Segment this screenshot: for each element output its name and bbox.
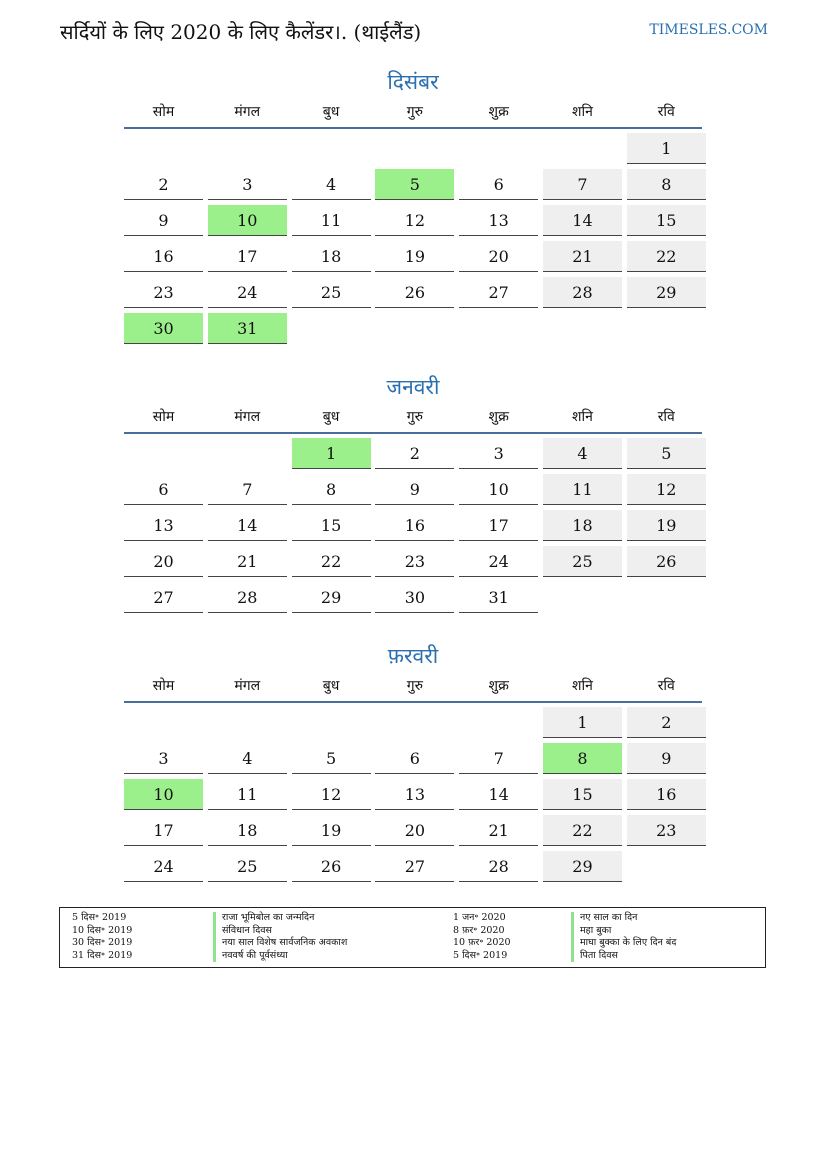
- day-cell[interactable]: 5: [292, 743, 371, 774]
- legend-date: 1 जन॰ 2020: [453, 912, 506, 923]
- day-cell[interactable]: 3: [208, 169, 287, 200]
- holiday-day-cell[interactable]: 30: [124, 313, 203, 344]
- day-cell[interactable]: 22: [543, 815, 622, 846]
- weekday-label: शुक्र: [488, 409, 509, 425]
- holiday-legend: [59, 907, 766, 968]
- empty-cell: [375, 707, 454, 738]
- weekday-label: शुक्र: [488, 104, 509, 120]
- month-name: जनवरी: [386, 375, 440, 399]
- day-cell[interactable]: 23: [375, 546, 454, 577]
- day-cell[interactable]: 26: [375, 277, 454, 308]
- weekday-header: [124, 402, 702, 434]
- legend-holiday-name: पिता दिवस: [571, 950, 676, 963]
- day-cell[interactable]: 28: [459, 851, 538, 882]
- day-cell[interactable]: 8: [627, 169, 706, 200]
- day-cell[interactable]: 9: [124, 205, 203, 236]
- holiday-day-cell[interactable]: 31: [208, 313, 287, 344]
- weekday-label: शुक्र: [488, 678, 509, 694]
- empty-cell: [124, 438, 203, 469]
- day-grid: [124, 707, 702, 882]
- day-cell[interactable]: 11: [208, 779, 287, 810]
- weekday-label: बुध: [322, 104, 340, 120]
- day-cell[interactable]: 7: [208, 474, 287, 505]
- day-cell[interactable]: 22: [627, 241, 706, 272]
- day-cell[interactable]: 22: [292, 546, 371, 577]
- day-cell[interactable]: 29: [292, 582, 371, 613]
- day-cell[interactable]: 20: [459, 241, 538, 272]
- day-cell[interactable]: 11: [292, 205, 371, 236]
- empty-cell: [208, 438, 287, 469]
- day-cell[interactable]: 3: [124, 743, 203, 774]
- day-cell[interactable]: 31: [459, 582, 538, 613]
- day-cell[interactable]: 20: [124, 546, 203, 577]
- day-cell[interactable]: 4: [292, 169, 371, 200]
- day-cell[interactable]: 8: [292, 474, 371, 505]
- day-cell[interactable]: 7: [543, 169, 622, 200]
- empty-cell: [124, 133, 203, 164]
- weekday-header: [124, 671, 702, 703]
- day-cell[interactable]: 11: [543, 474, 622, 505]
- day-cell[interactable]: 21: [543, 241, 622, 272]
- day-cell[interactable]: 15: [627, 205, 706, 236]
- day-grid: [124, 438, 702, 613]
- day-cell[interactable]: 18: [292, 241, 371, 272]
- day-cell[interactable]: 25: [208, 851, 287, 882]
- day-cell[interactable]: 6: [459, 169, 538, 200]
- month-name: फ़रवरी: [387, 644, 439, 668]
- day-cell[interactable]: 6: [375, 743, 454, 774]
- day-cell[interactable]: 30: [375, 582, 454, 613]
- legend-holiday-name: महा बुका: [571, 925, 676, 938]
- holiday-day-cell[interactable]: 10: [208, 205, 287, 236]
- day-cell[interactable]: 18: [543, 510, 622, 541]
- day-cell[interactable]: 14: [543, 205, 622, 236]
- legend-date: 31 दिस॰ 2019: [72, 949, 133, 961]
- weekday-label: गुरु: [406, 678, 424, 694]
- day-cell[interactable]: 27: [124, 582, 203, 613]
- day-cell[interactable]: 4: [208, 743, 287, 774]
- day-cell[interactable]: 24: [124, 851, 203, 882]
- day-cell[interactable]: 12: [292, 779, 371, 810]
- day-cell[interactable]: 7: [459, 743, 538, 774]
- holiday-day-cell[interactable]: 8: [543, 743, 622, 774]
- month-december: [124, 67, 702, 344]
- day-cell[interactable]: 19: [627, 510, 706, 541]
- weekday-label: मंगल: [234, 104, 261, 120]
- day-cell[interactable]: 25: [292, 277, 371, 308]
- day-cell[interactable]: 17: [124, 815, 203, 846]
- day-cell[interactable]: 12: [627, 474, 706, 505]
- day-cell[interactable]: 28: [543, 277, 622, 308]
- day-cell[interactable]: 24: [208, 277, 287, 308]
- weekday-header: [124, 97, 702, 129]
- weekday-label: रवि: [657, 104, 675, 120]
- weekday-label: रवि: [657, 409, 675, 425]
- day-cell[interactable]: 2: [124, 169, 203, 200]
- weekday-label: सोम: [152, 104, 175, 120]
- day-cell[interactable]: 13: [375, 779, 454, 810]
- day-cell[interactable]: 27: [459, 277, 538, 308]
- legend-left-names: [213, 912, 347, 962]
- legend-date: 30 दिस॰ 2019: [72, 937, 133, 948]
- legend-left-dates: [72, 912, 132, 962]
- day-cell[interactable]: 5: [627, 438, 706, 469]
- empty-cell: [375, 133, 454, 164]
- day-cell[interactable]: 23: [627, 815, 706, 846]
- day-grid: [124, 133, 702, 344]
- empty-cell: [459, 707, 538, 738]
- day-cell[interactable]: 16: [124, 241, 203, 272]
- legend-right-dates: [453, 912, 511, 962]
- day-cell[interactable]: 15: [543, 779, 622, 810]
- month-february: [124, 641, 702, 882]
- day-cell[interactable]: 21: [459, 815, 538, 846]
- legend-date: 8 फ़र॰ 2020: [453, 924, 505, 936]
- page-title: सर्दियों के लिए 2020 के लिए कैलेंडर।. (थाईलैंड): [60, 20, 422, 44]
- weekday-label: रवि: [657, 678, 675, 694]
- empty-cell: [124, 707, 203, 738]
- day-cell[interactable]: 16: [627, 779, 706, 810]
- day-cell[interactable]: 24: [459, 546, 538, 577]
- day-cell[interactable]: 3: [459, 438, 538, 469]
- month-january: [124, 372, 702, 613]
- day-cell[interactable]: 9: [627, 743, 706, 774]
- day-cell[interactable]: 1: [543, 707, 622, 738]
- day-cell[interactable]: 10: [459, 474, 538, 505]
- day-cell[interactable]: 15: [292, 510, 371, 541]
- site-name[interactable]: TIMESLES.COM: [649, 22, 768, 38]
- day-cell[interactable]: 13: [459, 205, 538, 236]
- day-cell[interactable]: 16: [375, 510, 454, 541]
- holiday-day-cell[interactable]: 1: [292, 438, 371, 469]
- empty-cell: [543, 133, 622, 164]
- legend-date: 10 दिस॰ 2019: [72, 924, 133, 936]
- day-cell[interactable]: 19: [292, 815, 371, 846]
- day-cell[interactable]: 9: [375, 474, 454, 505]
- legend-holiday-name: माघा बुक्का के लिए दिन बंद: [571, 937, 676, 950]
- empty-cell: [208, 133, 287, 164]
- day-cell[interactable]: 28: [208, 582, 287, 613]
- legend-holiday-name: नववर्ष की पूर्वसंध्या: [213, 950, 347, 963]
- day-cell[interactable]: 12: [375, 205, 454, 236]
- empty-cell: [292, 707, 371, 738]
- holiday-day-cell[interactable]: 10: [124, 779, 203, 810]
- day-cell[interactable]: 25: [543, 546, 622, 577]
- weekday-label: बुध: [322, 409, 340, 425]
- day-cell[interactable]: 2: [375, 438, 454, 469]
- weekday-label: बुध: [322, 678, 340, 694]
- day-cell[interactable]: 14: [208, 510, 287, 541]
- day-cell[interactable]: 2: [627, 707, 706, 738]
- legend-date: 10 फ़र॰ 2020: [453, 937, 511, 948]
- legend-holiday-name: राजा भूमिबोल का जन्मदिन: [213, 912, 347, 925]
- weekday-label: शनि: [572, 678, 593, 694]
- legend-right-names: [571, 912, 676, 962]
- empty-cell: [459, 133, 538, 164]
- day-cell[interactable]: 23: [124, 277, 203, 308]
- day-cell[interactable]: 19: [375, 241, 454, 272]
- day-cell[interactable]: 4: [543, 438, 622, 469]
- weekday-label: सोम: [152, 409, 175, 425]
- weekday-label: गुरु: [406, 409, 424, 425]
- holiday-day-cell[interactable]: 5: [375, 169, 454, 200]
- day-cell[interactable]: 20: [375, 815, 454, 846]
- weekday-label: सोम: [152, 678, 175, 694]
- weekday-label: गुरु: [406, 104, 424, 120]
- day-cell[interactable]: 29: [627, 277, 706, 308]
- weekday-label: मंगल: [234, 678, 261, 694]
- day-cell[interactable]: 1: [627, 133, 706, 164]
- day-cell[interactable]: 13: [124, 510, 203, 541]
- day-cell[interactable]: 6: [124, 474, 203, 505]
- day-cell[interactable]: 14: [459, 779, 538, 810]
- weekday-label: शनि: [572, 104, 593, 120]
- day-cell[interactable]: 26: [292, 851, 371, 882]
- legend-date: 5 दिस॰ 2019: [72, 912, 127, 923]
- day-cell[interactable]: 21: [208, 546, 287, 577]
- day-cell[interactable]: 18: [208, 815, 287, 846]
- day-cell[interactable]: 27: [375, 851, 454, 882]
- empty-cell: [208, 707, 287, 738]
- day-cell[interactable]: 29: [543, 851, 622, 882]
- day-cell[interactable]: 17: [459, 510, 538, 541]
- month-name: दिसंबर: [387, 70, 439, 94]
- day-cell[interactable]: 26: [627, 546, 706, 577]
- legend-holiday-name: नया साल विशेष सार्वजनिक अवकाश: [213, 937, 347, 950]
- legend-holiday-name: नए साल का दिन: [571, 912, 676, 925]
- empty-cell: [292, 133, 371, 164]
- day-cell[interactable]: 17: [208, 241, 287, 272]
- legend-holiday-name: संविधान दिवस: [213, 925, 347, 938]
- weekday-label: शनि: [572, 409, 593, 425]
- legend-date: 5 दिस॰ 2019: [453, 949, 508, 961]
- weekday-label: मंगल: [234, 409, 261, 425]
